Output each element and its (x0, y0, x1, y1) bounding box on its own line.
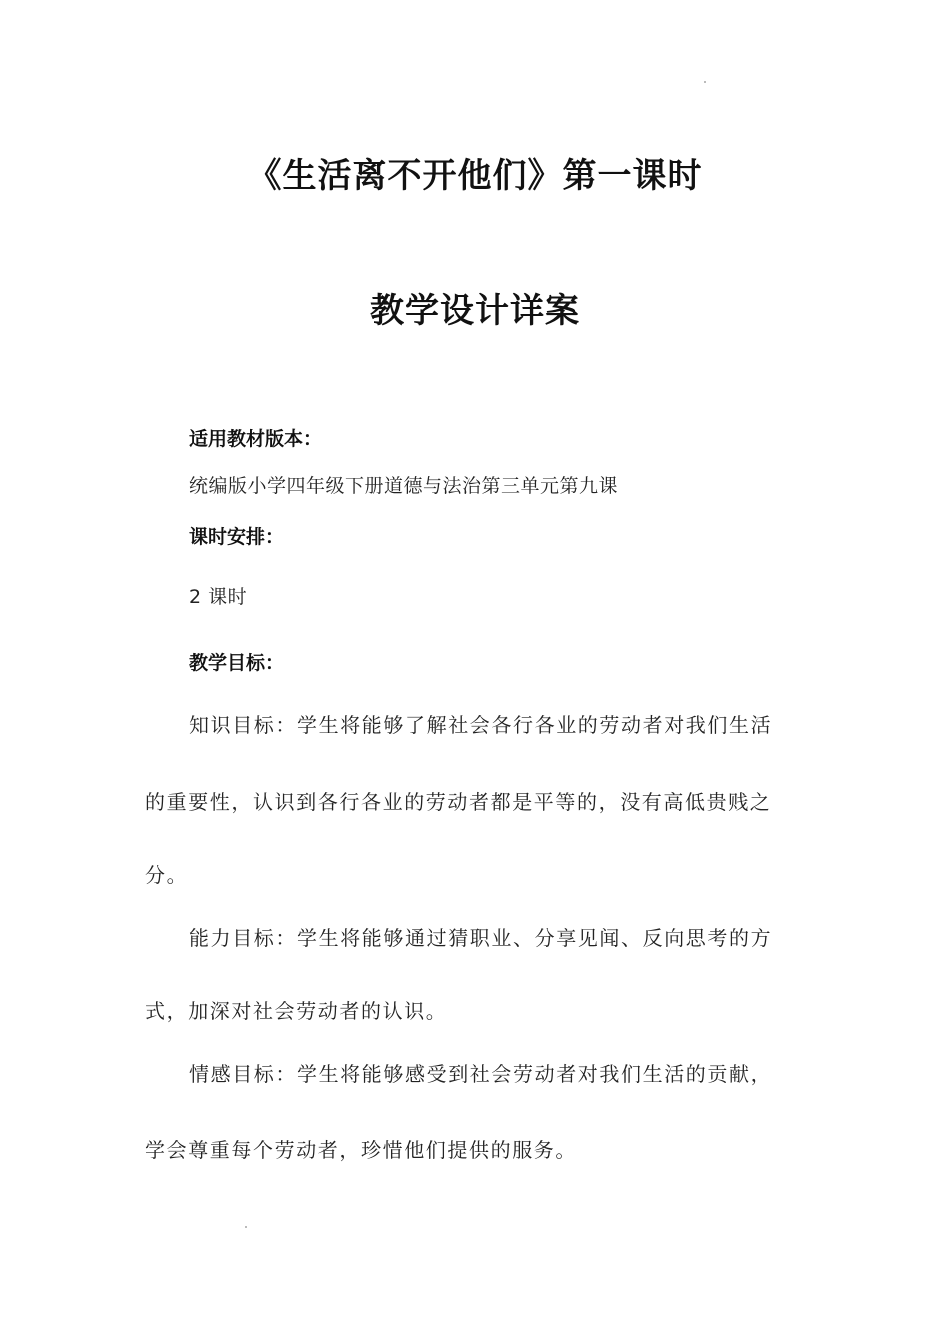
schedule-heading: 课时安排： (189, 526, 285, 548)
corner-mark-top (704, 81, 706, 83)
objectives-heading: 教学目标： (189, 652, 285, 674)
emotion-objective-line-2: 学会尊重每个劳动者，珍惜他们提供的服务。 (145, 1138, 577, 1162)
ability-objective-line-1: 能力目标：学生将能够通过猜职业、分享见闻、反向思考的方 (189, 926, 773, 950)
schedule-value: 2 课时 (189, 586, 248, 608)
textbook-heading: 适用教材版本： (189, 428, 323, 450)
knowledge-objective-line-2: 的重要性，认识到各行各业的劳动者都是平等的，没有高低贵贱之 (145, 790, 772, 814)
corner-mark-bottom (245, 1226, 247, 1228)
knowledge-objective-line-1: 知识目标：学生将能够了解社会各行各业的劳动者对我们生活 (189, 713, 773, 737)
textbook-value: 统编版小学四年级下册道德与法治第三单元第九课 (189, 475, 619, 497)
knowledge-objective-line-3: 分。 (145, 863, 189, 887)
emotion-objective-line-1: 情感目标：学生将能够感受到社会劳动者对我们生活的贡献， (189, 1062, 773, 1086)
document-subtitle: 教学设计详案 (370, 291, 580, 331)
document-title: 《生活离不开他们》第一课时 (247, 156, 703, 196)
ability-objective-line-2: 式，加深对社会劳动者的认识。 (145, 999, 448, 1023)
